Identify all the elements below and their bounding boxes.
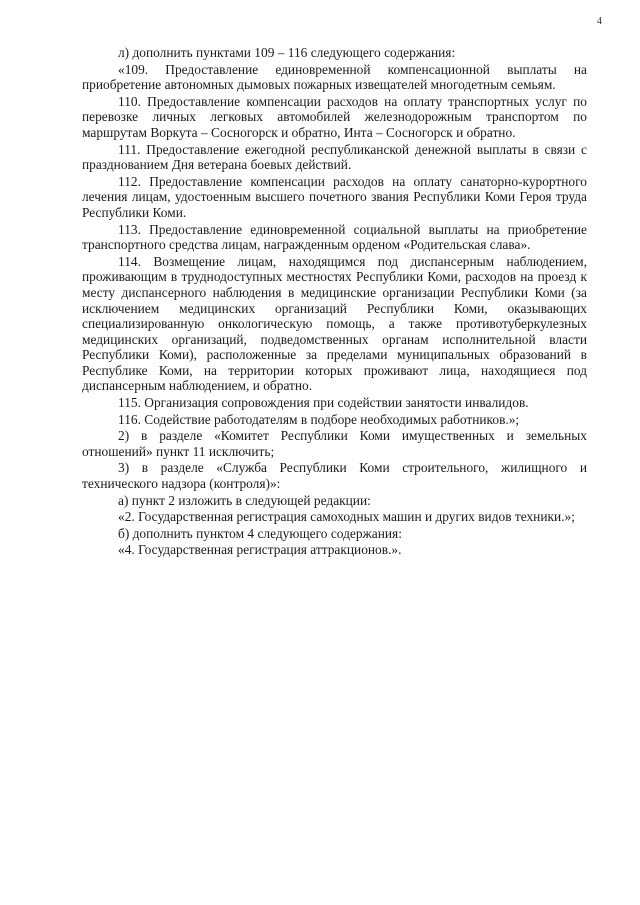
document-body: [82, 45, 587, 559]
paragraph-sub-b: б) дополнить пунктом 4 следующего содержания:: [118, 525, 402, 541]
paragraph-intro: л) дополнить пунктами 109 – 116 следующего содержания:: [118, 45, 456, 60]
paragraph-sub-a: а) пункт 2 изложить в следующей редакции:: [118, 492, 371, 508]
paragraph-item-115: 115. Организация сопровождения при содействии занятости инвалидов.: [118, 395, 529, 411]
page-number: 4: [597, 16, 602, 27]
paragraph-section-3: 3) в разделе «Служба Республики Коми строительного, жилищного и технического надзора (контроля)»:: [82, 460, 587, 492]
paragraph-item-2: «2. Государственная регистрация самоходных машин и других видов техники.»;: [118, 509, 575, 525]
paragraph-item-109: «109. Предоставление единовременной компенсационной выплаты на приобретение автономных дымовых пожарных извещателей многодетным семьям.: [82, 61, 587, 93]
paragraph-item-116: 116. Содействие работодателям в подборе необходимых работников.»;: [118, 411, 520, 427]
paragraph-section-2: 2) в разделе «Комитет Республики Коми имущественных и земельных отношений» пункт 11 исключить;: [82, 428, 587, 459]
paragraph-item-113: 113. Предоставление единовременной социальной выплаты на приобретение транспортного средства лицам, награжденным орденом «Родительская слава».: [82, 221, 587, 253]
paragraph-item-114: 114. Возмещение лицам, находящимся под диспансерным наблюдением, проживающим в труднодоступных местностях Республики Коми, расходов на проезд к месту диспансерного наблюдения в медицинские организации Республики Коми (за исключением медицинских организаций Республики Коми, оказывающих специализированную онкологическую помощь, а также противотуберкулезных медицинских организаций, подведомственных органам исполнительной власти Республики Коми), расположенные за пределами муниципальных образований в Республике Коми, на территории которых проживают лица, находящиеся под диспансерным наблюдением, и обратно.: [82, 253, 587, 394]
paragraph-item-112: 112. Предоставление компенсации расходов на оплату санаторно-курортного лечения лицам, удостоенным высшего почетного звания Республики Коми Героя труда Республики Коми.: [82, 173, 587, 220]
paragraph-item-110: 110. Предоставление компенсации расходов на оплату транспортных услуг по перевозке личных легковых автомобилей железнодорожным транспортом по маршрутам Воркута – Сосногорск и обратно, Инта – Сосногорск и обратно.: [82, 93, 587, 140]
paragraph-item-111: 111. Предоставление ежегодной республиканской денежной выплаты в связи с празднованием Дня ветерана боевых действий.: [82, 141, 587, 173]
paragraph-item-4: «4. Государственная регистрация аттракционов.».: [118, 542, 402, 558]
